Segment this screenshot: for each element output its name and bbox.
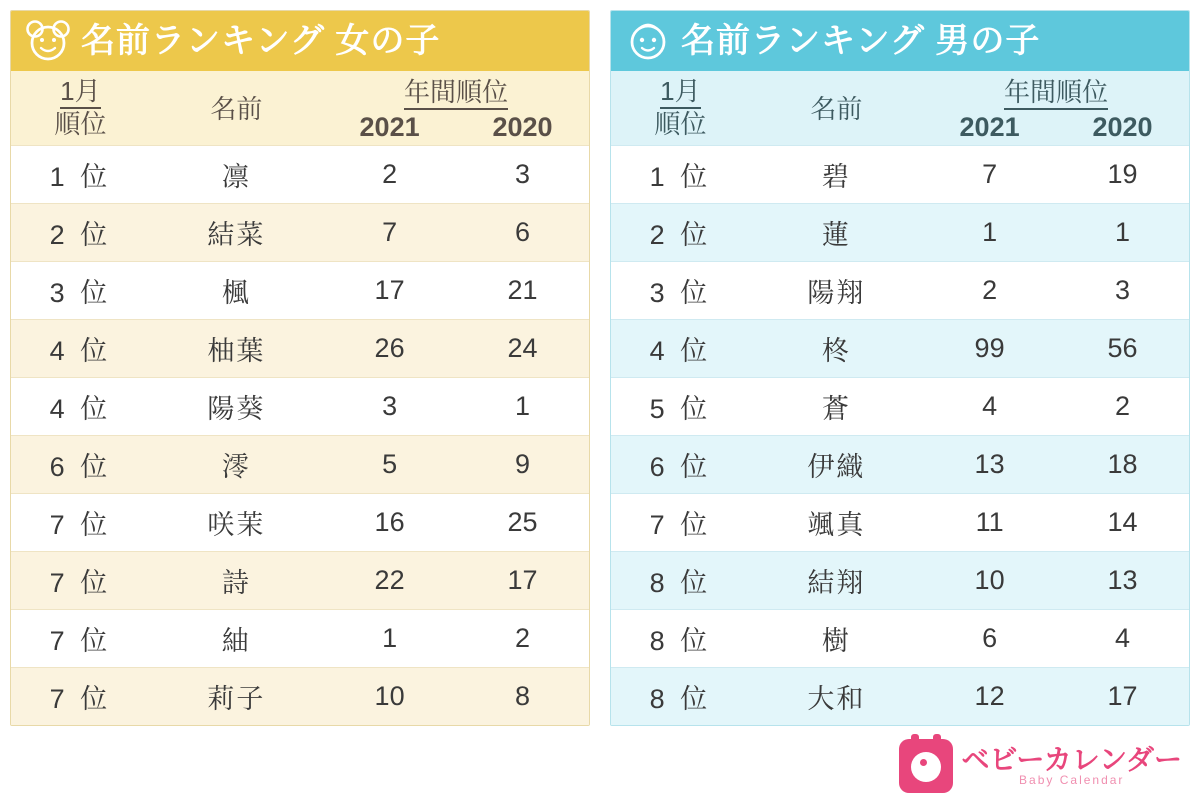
name-cell: 澪 xyxy=(150,435,323,493)
y2020-cell: 25 xyxy=(456,493,589,551)
table-row xyxy=(11,609,589,667)
rank-cell: 2 位 xyxy=(611,203,750,261)
y2020-cell: 8 xyxy=(456,667,589,725)
table-row xyxy=(611,551,1189,609)
girls-col-header-rank: 1月 順位 xyxy=(11,71,150,145)
girls-ranking-panel xyxy=(10,10,590,726)
y2020-cell: 2 xyxy=(456,609,589,667)
rank-cell: 4 位 xyxy=(611,319,750,377)
table-row xyxy=(11,203,589,261)
name-cell: 碧 xyxy=(750,145,923,203)
y2020-cell: 24 xyxy=(456,319,589,377)
boys-ranking-panel xyxy=(610,10,1190,726)
rank-cell: 7 位 xyxy=(11,609,150,667)
rank-cell: 6 位 xyxy=(11,435,150,493)
name-cell: 大和 xyxy=(750,667,923,725)
y2020-cell: 21 xyxy=(456,261,589,319)
calendar-icon xyxy=(899,739,953,793)
boys-panel-title: 名前ランキング 男の子 xyxy=(681,22,1041,60)
rank-cell: 7 位 xyxy=(11,493,150,551)
table-row xyxy=(11,551,589,609)
y2021-cell: 7 xyxy=(923,145,1056,203)
name-cell: 陽葵 xyxy=(150,377,323,435)
y2020-cell: 18 xyxy=(1056,435,1189,493)
y2020-cell: 1 xyxy=(1056,203,1189,261)
name-cell: 紬 xyxy=(150,609,323,667)
y2020-cell: 3 xyxy=(456,145,589,203)
bear-face-icon xyxy=(25,18,71,64)
y2020-cell: 17 xyxy=(456,551,589,609)
name-cell: 莉子 xyxy=(150,667,323,725)
rank-cell: 8 位 xyxy=(611,667,750,725)
y2020-cell: 19 xyxy=(1056,145,1189,203)
y2021-cell: 2 xyxy=(923,261,1056,319)
y2021-cell: 16 xyxy=(323,493,456,551)
rank-cell: 3 位 xyxy=(611,261,750,319)
y2021-cell: 1 xyxy=(923,203,1056,261)
table-row xyxy=(11,261,589,319)
y2021-cell: 10 xyxy=(323,667,456,725)
y2020-cell: 6 xyxy=(456,203,589,261)
name-cell: 颯真 xyxy=(750,493,923,551)
y2020-cell: 3 xyxy=(1056,261,1189,319)
rank-cell: 1 位 xyxy=(11,145,150,203)
name-cell: 樹 xyxy=(750,609,923,667)
y2020-cell: 14 xyxy=(1056,493,1189,551)
table-row xyxy=(11,377,589,435)
y2021-cell: 11 xyxy=(923,493,1056,551)
rank-cell: 3 位 xyxy=(11,261,150,319)
table-row xyxy=(11,435,589,493)
table-row xyxy=(611,261,1189,319)
y2020-cell: 9 xyxy=(456,435,589,493)
name-cell: 咲茉 xyxy=(150,493,323,551)
y2021-cell: 4 xyxy=(923,377,1056,435)
table-row xyxy=(11,493,589,551)
y2020-cell: 56 xyxy=(1056,319,1189,377)
girls-panel-header xyxy=(11,11,589,71)
y2021-cell: 3 xyxy=(323,377,456,435)
name-cell: 蒼 xyxy=(750,377,923,435)
y2021-cell: 17 xyxy=(323,261,456,319)
table-row xyxy=(611,493,1189,551)
rank-cell: 4 位 xyxy=(11,377,150,435)
logo-name: ベビーカレンダー xyxy=(961,744,1182,775)
logo-subtitle: Baby Calendar xyxy=(1019,773,1125,788)
y2021-cell: 26 xyxy=(323,319,456,377)
y2021-cell: 12 xyxy=(923,667,1056,725)
girls-ranking-table xyxy=(11,71,589,725)
y2021-cell: 22 xyxy=(323,551,456,609)
y2021-cell: 1 xyxy=(323,609,456,667)
baby-face-icon xyxy=(625,18,671,64)
girls-col-header-2020: 2020 xyxy=(456,111,589,145)
name-cell: 陽翔 xyxy=(750,261,923,319)
rank-cell: 7 位 xyxy=(11,551,150,609)
y2020-cell: 2 xyxy=(1056,377,1189,435)
rank-cell: 2 位 xyxy=(11,203,150,261)
rank-cell: 1 位 xyxy=(611,145,750,203)
boys-panel-header xyxy=(611,11,1189,71)
y2021-cell: 2 xyxy=(323,145,456,203)
name-cell: 詩 xyxy=(150,551,323,609)
girls-col-header-2021: 2021 xyxy=(323,111,456,145)
name-cell: 柚葉 xyxy=(150,319,323,377)
y2021-cell: 7 xyxy=(323,203,456,261)
name-cell: 結菜 xyxy=(150,203,323,261)
y2020-cell: 4 xyxy=(1056,609,1189,667)
boys-col-header-2021: 2021 xyxy=(923,111,1056,145)
y2020-cell: 1 xyxy=(456,377,589,435)
boys-header-row-1 xyxy=(611,71,1189,111)
table-row xyxy=(11,319,589,377)
y2021-cell: 99 xyxy=(923,319,1056,377)
boys-col-header-rank: 1月 順位 xyxy=(611,71,750,145)
baby-face-mark-icon xyxy=(911,752,941,782)
rank-cell: 7 位 xyxy=(11,667,150,725)
name-cell: 凛 xyxy=(150,145,323,203)
y2020-cell: 17 xyxy=(1056,667,1189,725)
rank-cell: 4 位 xyxy=(11,319,150,377)
y2020-cell: 13 xyxy=(1056,551,1189,609)
girls-col-header-year-group: 年間順位 xyxy=(323,71,589,111)
boys-ranking-table xyxy=(611,71,1189,725)
rank-cell: 6 位 xyxy=(611,435,750,493)
boys-col-header-year-group: 年間順位 xyxy=(923,71,1189,111)
girls-header-row-1 xyxy=(11,71,589,111)
table-row xyxy=(611,319,1189,377)
table-row xyxy=(11,667,589,725)
y2021-cell: 13 xyxy=(923,435,1056,493)
name-cell: 楓 xyxy=(150,261,323,319)
rank-cell: 5 位 xyxy=(611,377,750,435)
table-row xyxy=(611,609,1189,667)
table-row xyxy=(11,145,589,203)
name-cell: 蓮 xyxy=(750,203,923,261)
boys-col-header-name: 名前 xyxy=(750,71,923,145)
table-row xyxy=(611,667,1189,725)
table-row xyxy=(611,435,1189,493)
y2021-cell: 5 xyxy=(323,435,456,493)
girls-col-header-name: 名前 xyxy=(150,71,323,145)
rank-cell: 8 位 xyxy=(611,609,750,667)
baby-calendar-logo xyxy=(899,738,1182,794)
calendar-tab-left xyxy=(911,734,919,744)
y2021-cell: 10 xyxy=(923,551,1056,609)
table-row xyxy=(611,377,1189,435)
calendar-tab-right xyxy=(933,734,941,744)
table-row xyxy=(611,203,1189,261)
rank-cell: 8 位 xyxy=(611,551,750,609)
name-cell: 結翔 xyxy=(750,551,923,609)
name-cell: 伊織 xyxy=(750,435,923,493)
rank-cell: 7 位 xyxy=(611,493,750,551)
y2021-cell: 6 xyxy=(923,609,1056,667)
girls-panel-title: 名前ランキング 女の子 xyxy=(81,22,441,60)
logo-text xyxy=(961,745,1182,787)
table-row xyxy=(611,145,1189,203)
boys-col-header-2020: 2020 xyxy=(1056,111,1189,145)
name-cell: 柊 xyxy=(750,319,923,377)
